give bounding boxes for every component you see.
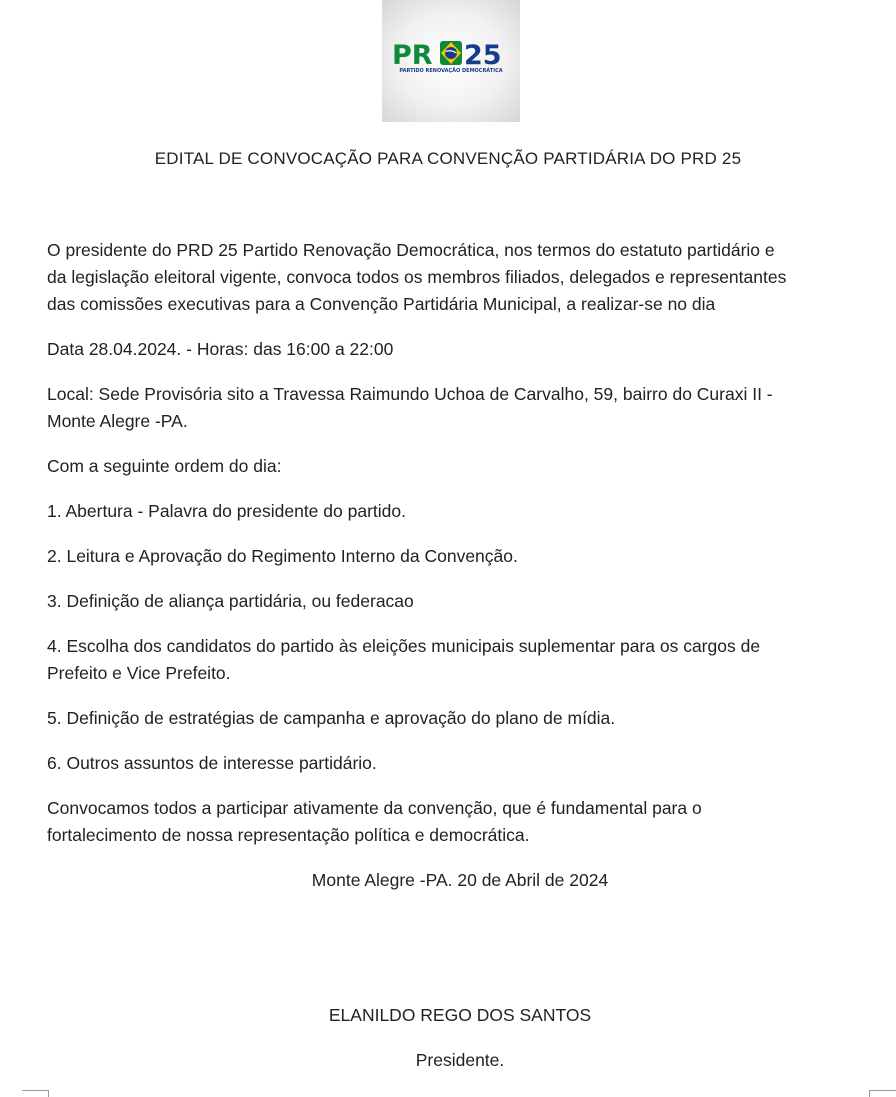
party-logo-graphic (382, 0, 520, 122)
location-line-2: Monte Alegre -PA. (47, 411, 188, 431)
agenda-item-2: 2. Leitura e Aprovação do Regimento Interno da Convenção. (47, 546, 518, 566)
agenda-item-4-line-2: Prefeito e Vice Prefeito. (47, 663, 231, 683)
intro-line-2: da legislação eleitoral vigente, convoca todos os membros filiados, delegados e representantes (47, 267, 787, 287)
agenda-item-6: 6. Outros assuntos de interesse partidário. (47, 753, 377, 773)
agenda-item-4-line-1: 4. Escolha dos candidatos do partido às eleições municipais suplementar para os cargos de (47, 636, 761, 656)
agenda-item-5: 5. Definição de estratégias de campanha e aprovação do plano de mídia. (47, 708, 616, 728)
agenda-intro: Com a seguinte ordem do dia: (47, 456, 282, 476)
page-corner-mark-right (869, 1090, 896, 1097)
page-corner-mark-left (22, 1090, 49, 1097)
closing-line-2: fortalecimento de nossa representação política e democrática. (47, 825, 530, 845)
logo-wordmark-25: 25 (464, 40, 502, 71)
location-line-1: Local: Sede Provisória sito a Travessa Raimundo Uchoa de Carvalho, 59, bairro do Curaxi II - (47, 384, 773, 404)
signatory-role: Presidente. (415, 1050, 505, 1070)
signatory-name: ELANILDO REGO DOS SANTOS (328, 1005, 592, 1025)
party-logo (382, 0, 520, 122)
intro-line-3: das comissões executivas para a Convenção Partidária Municipal, a realizar-se no dia (47, 294, 716, 314)
date-line: Data 28.04.2024. - Horas: das 16:00 a 22:00 (47, 339, 394, 359)
agenda-item-1: 1. Abertura - Palavra do presidente do partido. (47, 501, 406, 521)
intro-line-1: O presidente do PRD 25 Partido Renovação Democrática, nos termos do estatuto partidário e (47, 240, 775, 260)
document-title: EDITAL DE CONVOCAÇÃO PARA CONVENÇÃO PARTIDÁRIA DO PRD 25 (154, 149, 742, 168)
closing-line-1: Convocamos todos a participar ativamente da convenção, que é fundamental para o (47, 798, 702, 818)
logo-subtitle: PARTIDO RENOVAÇÃO DEMOCRÁTICA (399, 68, 503, 74)
brazil-flag-icon (440, 41, 462, 65)
logo-wordmark-pr: PR (392, 40, 433, 71)
place-date: Monte Alegre -PA. 20 de Abril de 2024 (311, 870, 609, 890)
agenda-item-3: 3. Definição de aliança partidária, ou federacao (47, 591, 414, 611)
